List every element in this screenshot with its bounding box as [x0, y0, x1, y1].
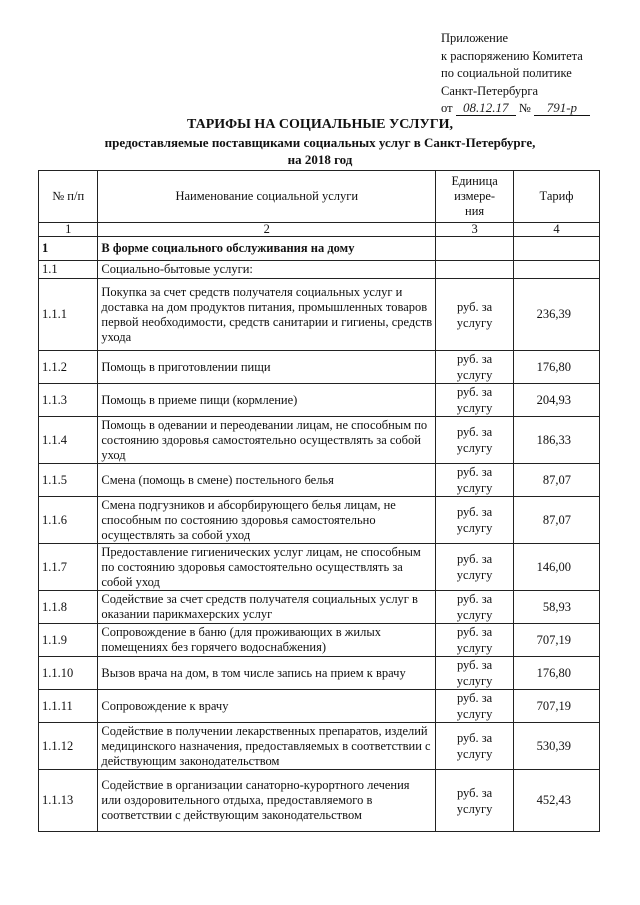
table-row	[39, 657, 600, 690]
service-tariff: 146,00	[514, 544, 600, 591]
table-row	[39, 624, 600, 657]
handwritten-date: 08.12.17	[456, 101, 516, 116]
service-name: Смена подгузников и абсорбирующего белья лицам, не способным по состоянию здоровья самостоятельно осуществлять за собой уход	[98, 497, 436, 544]
header-tariff: Тариф	[514, 171, 600, 223]
column-index-row	[39, 223, 600, 237]
annex-line-3: по социальной политике	[441, 66, 572, 80]
section-title: В форме социального обслуживания на дому	[98, 237, 436, 261]
empty-cell	[514, 237, 600, 261]
number-label: №	[518, 101, 531, 115]
header-unit	[436, 171, 514, 223]
table-row	[39, 544, 600, 591]
service-name: Содействие за счет средств получателя социальных услуг в оказании парикмахерских услуг	[98, 591, 436, 624]
service-number: 1.1.2	[39, 351, 98, 384]
document-title: ТАРИФЫ НА СОЦИАЛЬНЫЕ УСЛУГИ,	[186, 117, 454, 132]
service-name: Помощь в приготовлении пищи	[98, 351, 436, 384]
service-number: 1.1.9	[39, 624, 98, 657]
service-number: 1.1.5	[39, 464, 98, 497]
service-number: 1.1.12	[39, 723, 98, 770]
column-index: 4	[514, 223, 600, 237]
service-name: Помощь в приеме пищи (кормление)	[98, 384, 436, 417]
service-name: Содействие в получении лекарственных препаратов, изделий медицинского назначения, предоставляемых в соответствии с действующим законодательством	[98, 723, 436, 770]
service-unit: руб. за услугу	[436, 690, 514, 723]
service-unit: руб. за услугу	[436, 624, 514, 657]
table-row	[39, 464, 600, 497]
handwritten-number: 791-р	[534, 101, 590, 116]
service-unit: руб. за услугу	[436, 657, 514, 690]
service-unit: руб. за услугу	[436, 770, 514, 832]
table-row	[39, 279, 600, 351]
table-row	[39, 690, 600, 723]
annex-date-line	[441, 100, 590, 118]
section-number: 1	[39, 237, 98, 261]
empty-cell	[436, 237, 514, 261]
service-number: 1.1.10	[39, 657, 98, 690]
from-label: от	[441, 101, 453, 115]
header-service-name: Наименование социальной услуги	[98, 171, 436, 223]
service-unit: руб. за услугу	[436, 497, 514, 544]
service-unit: руб. за услугу	[436, 351, 514, 384]
service-unit: руб. за услугу	[436, 591, 514, 624]
table-row	[39, 497, 600, 544]
service-unit: руб. за услугу	[436, 544, 514, 591]
subsection-number: 1.1	[39, 261, 98, 279]
table-row	[39, 384, 600, 417]
subsection-row	[39, 261, 600, 279]
table-row	[39, 591, 600, 624]
service-tariff: 87,07	[514, 497, 600, 544]
column-index: 3	[436, 223, 514, 237]
service-tariff: 186,33	[514, 417, 600, 464]
header-unit-text: Единица измере-ния	[451, 174, 498, 218]
service-number: 1.1.7	[39, 544, 98, 591]
table-header-row	[39, 171, 600, 223]
annex-line-1: Приложение	[441, 31, 509, 45]
table-row	[39, 770, 600, 832]
service-number: 1.1.3	[39, 384, 98, 417]
document-subtitle-2: на 2018 год	[287, 152, 353, 167]
document-subtitle-1: предоставляемые поставщиками социальных услуг в Санкт-Петербурге,	[104, 135, 536, 150]
service-name: Покупка за счет средств получателя социальных услуг и доставка на дом продуктов питания, промышленных товаров первой необходимости, средств санитарии и гигиены, средств ухода	[98, 279, 436, 351]
service-number: 1.1.1	[39, 279, 98, 351]
table-row	[39, 723, 600, 770]
service-unit: руб. за услугу	[436, 384, 514, 417]
service-name: Помощь в одевании и переодевании лицам, не способным по состоянию здоровья самостоятельно осуществлять за собой уход	[98, 417, 436, 464]
section-row	[39, 237, 600, 261]
subsection-title: Социально-бытовые услуги:	[98, 261, 436, 279]
empty-cell	[436, 261, 514, 279]
service-number: 1.1.8	[39, 591, 98, 624]
service-tariff: 176,80	[514, 351, 600, 384]
service-number: 1.1.11	[39, 690, 98, 723]
service-tariff: 87,07	[514, 464, 600, 497]
table-row	[39, 417, 600, 464]
service-tariff: 176,80	[514, 657, 600, 690]
service-tariff: 707,19	[514, 624, 600, 657]
service-name: Содействие в организации санаторно-курортного лечения или оздоровительного отдыха, предоставляемого в соответствии с действующим законодательством	[98, 770, 436, 832]
service-tariff: 236,39	[514, 279, 600, 351]
column-index: 2	[98, 223, 436, 237]
service-name: Предоставление гигиенических услуг лицам, не способным по состоянию здоровья самостоятельно осуществлять за собой уход	[98, 544, 436, 591]
annex-block	[441, 30, 590, 118]
service-number: 1.1.6	[39, 497, 98, 544]
service-tariff: 530,39	[514, 723, 600, 770]
column-index: 1	[39, 223, 98, 237]
service-name: Смена (помощь в смене) постельного белья	[98, 464, 436, 497]
service-number: 1.1.13	[39, 770, 98, 832]
service-name: Сопровождение к врачу	[98, 690, 436, 723]
annex-line-2: к распоряжению Комитета	[441, 48, 583, 63]
service-name: Вызов врача на дом, в том числе запись на прием к врачу	[98, 657, 436, 690]
service-tariff: 204,93	[514, 384, 600, 417]
service-unit: руб. за услугу	[436, 417, 514, 464]
service-tariff: 707,19	[514, 690, 600, 723]
service-tariff: 58,93	[514, 591, 600, 624]
service-unit: руб. за услугу	[436, 279, 514, 351]
service-unit: руб. за услугу	[436, 723, 514, 770]
service-name: Сопровождение в баню (для проживающих в жилых помещениях без горячего водоснабжения)	[98, 624, 436, 657]
header-number: № п/п	[39, 171, 98, 223]
table-row	[39, 351, 600, 384]
tariffs-table	[38, 170, 600, 832]
service-tariff: 452,43	[514, 770, 600, 832]
service-unit: руб. за услугу	[436, 464, 514, 497]
annex-line-4: Санкт-Петербурга	[441, 83, 539, 98]
service-number: 1.1.4	[39, 417, 98, 464]
empty-cell	[514, 261, 600, 279]
